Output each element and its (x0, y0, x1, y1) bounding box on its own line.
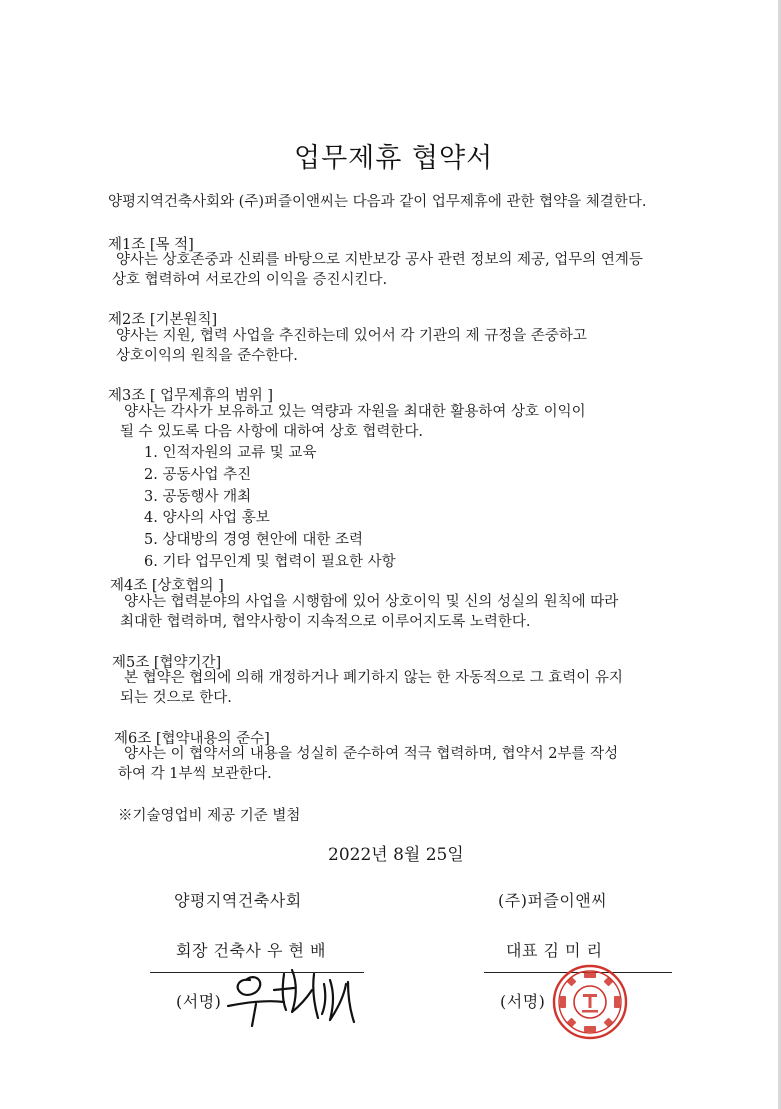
party-1-signature (222, 960, 362, 1030)
party-1-sign-label: (서명) (176, 992, 222, 1011)
party-2-org: (주)퍼즐이앤씨 (498, 891, 608, 910)
article-5-line-2: 되는 것으로 한다. (120, 690, 232, 706)
article-6-line-1: 양사는 이 협약서의 내용을 성실히 준수하여 적극 협력하며, 협약서 2부를 작성 (124, 746, 619, 762)
article-1-heading: 제1조 [목 적] (108, 237, 194, 253)
article-6-heading: 제6조 [협약내용의 준수] (114, 731, 270, 747)
article-5-line-1: 본 협약은 협의에 의해 개정하거나 폐기하지 않는 한 자동적으로 그 효력이 유지 (124, 670, 623, 686)
article-3-item-1: 1. 인적자원의 교류 및 교육 (144, 445, 317, 461)
article-2-line-1: 양사는 지원, 협력 사업을 추진하는데 있어서 각 기관의 제 규정을 존중하고 (116, 328, 587, 344)
article-5-heading: 제5조 [협약기간] (112, 655, 222, 671)
article-1-line-2: 상호 협력하여 서로간의 이익을 증진시킨다. (112, 272, 388, 288)
party-2-sign-label: (서명) (500, 992, 546, 1011)
intro-text: 양평지역건축사회와 (주)퍼즐이앤씨는 다음과 같이 업무제휴에 관한 협약을 체결한다. (108, 194, 647, 210)
article-1-line-1: 양사는 상호존중과 신뢰를 바탕으로 지반보강 공사 관련 정보의 제공, 업무의 연계등 (116, 252, 643, 268)
company-seal-stamp (550, 960, 630, 1044)
article-3-line-1: 양사는 각사가 보유하고 있는 역량과 자원을 최대한 활용하여 상호 이익이 (124, 404, 586, 420)
attachment-note: ※기술영업비 제공 기준 별첨 (118, 808, 301, 824)
article-2-heading: 제2조 [기본원칙] (108, 312, 218, 328)
article-3-heading: 제3조 [ 업무제휴의 범위 ] (108, 388, 274, 404)
article-2-line-2: 상호이익의 원칙을 준수한다. (116, 348, 298, 364)
article-3-item-6: 6. 기타 업무인계 및 협력이 필요한 사항 (144, 554, 396, 570)
party-1-rep: 회장 건축사 우 현 배 (176, 941, 326, 960)
article-3-item-5: 5. 상대방의 경영 현안에 대한 조력 (144, 532, 363, 548)
article-4-heading: 제4조 [상호협의 ] (110, 578, 224, 594)
article-3-item-3: 3. 공동행사 개최 (144, 489, 252, 505)
article-4-line-1: 양사는 협력분야의 사업을 시행함에 있어 상호이익 및 신의 성실의 원칙에 따라 (124, 594, 619, 610)
article-6-line-2: 하여 각 1부씩 보관한다. (118, 766, 272, 782)
document-title: 업무제휴 협약서 (294, 143, 494, 174)
article-4-line-2: 최대한 협력하며, 협약사항이 지속적으로 이루어지도록 노력한다. (120, 614, 531, 630)
article-3-item-2: 2. 공동사업 추진 (144, 467, 252, 483)
contract-date: 2022년 8월 25일 (328, 845, 464, 865)
party-1-org: 양평지역건축사회 (174, 891, 302, 910)
article-3-item-4: 4. 양사의 사업 홍보 (144, 510, 270, 526)
article-3-line-2: 될 수 있도록 다음 사항에 대하여 상호 협력한다. (120, 424, 424, 440)
party-2-rep: 대표 김 미 리 (506, 941, 603, 960)
